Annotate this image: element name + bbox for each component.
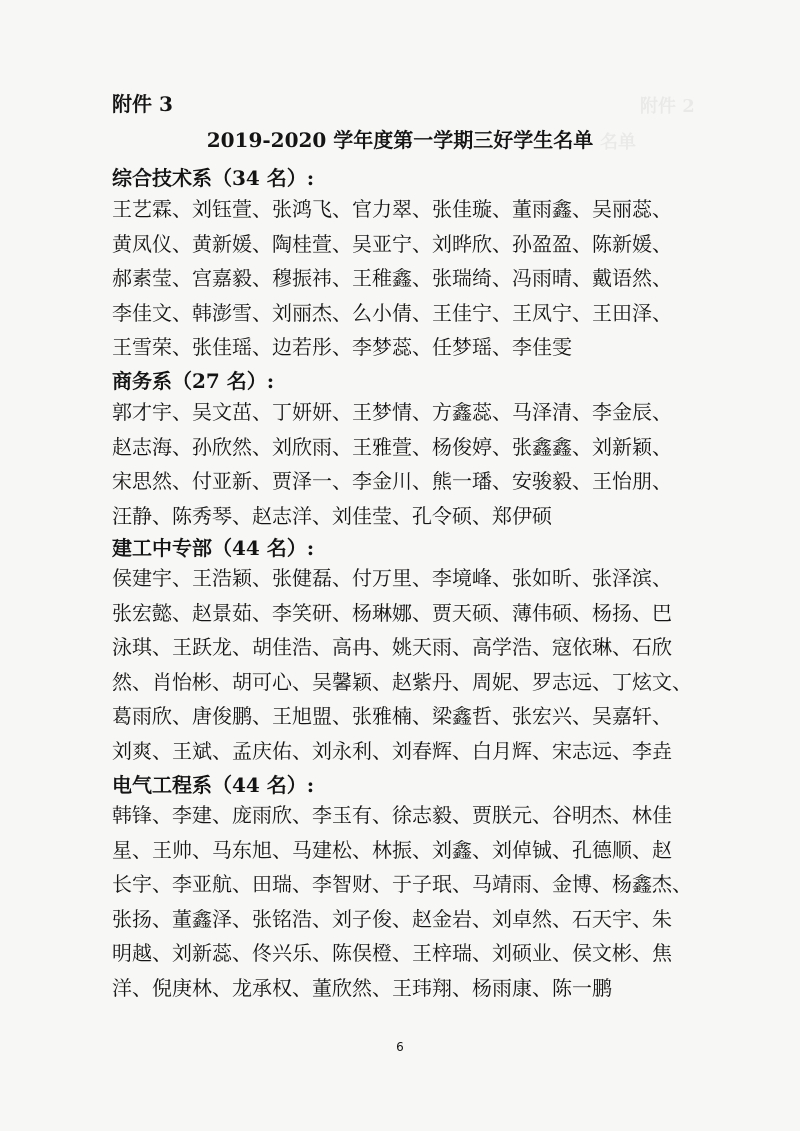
bleed-through-mark: 名单 — [600, 132, 636, 153]
name-line: 长宇、李亚航、田瑞、李智财、于子珉、马靖雨、金博、杨鑫杰、 — [112, 872, 692, 896]
name-line: 赵志海、孙欣然、刘欣雨、王雅萱、杨俊婷、张鑫鑫、刘新颖、 — [112, 434, 672, 459]
bleed-through-mark: 附件 2 — [640, 96, 695, 117]
section-heading-electrical: 电气工程系（44 名）: — [112, 773, 315, 797]
name-line: 刘爽、王斌、孟庆佑、刘永利、刘春辉、白月辉、宋志远、李垚 — [112, 738, 672, 763]
attachment-label: 附件 3 — [112, 92, 173, 116]
name-line: 张宏懿、赵景茹、李笑研、杨琳娜、贾天硕、薄伟硕、杨扬、巴 — [112, 600, 672, 625]
document-title: 2019-2020 学年度第一学期三好学生名单 — [206, 128, 594, 152]
name-line: 宋思然、付亚新、贾泽一、李金川、熊一璠、安骏毅、王怡朋、 — [112, 469, 672, 493]
name-line: 明越、刘新蕊、佟兴乐、陈俣橙、王梓瑞、刘硕业、侯文彬、焦 — [112, 941, 672, 965]
page-number: 6 — [396, 1040, 404, 1054]
name-line: 葛雨欣、唐俊鹏、王旭盟、张雅楠、梁鑫哲、张宏兴、吴嘉轩、 — [112, 704, 672, 728]
name-list-comprehensive-tech — [112, 192, 712, 365]
name-line: 王艺霖、刘钰萱、张鸿飞、官力翠、张佳璇、董雨鑫、吴丽蕊、 — [112, 197, 672, 221]
name-line: 郭才宇、吴文茁、丁妍妍、王梦情、方鑫蕊、马泽清、李金辰、 — [112, 400, 672, 424]
name-line: 王雪荣、张佳瑶、边若彤、李梦蕊、任梦瑶、李佳雯 — [112, 335, 572, 359]
name-line: 洋、倪庚林、龙承权、董欣然、王玮翔、杨雨康、陈一鹏 — [112, 975, 612, 1000]
name-line: 然、肖怡彬、胡可心、吴馨颖、赵紫丹、周妮、罗志远、丁炫文、 — [112, 669, 692, 694]
name-list-business — [112, 395, 712, 533]
name-line: 李佳文、韩澎雪、刘丽杰、么小倩、王佳宁、王凤宁、王田泽、 — [112, 300, 672, 325]
section-heading-business: 商务系（27 名）: — [112, 369, 275, 393]
name-line: 黄凤仪、黄新媛、陶桂萱、吴亚宁、刘晔欣、孙盈盈、陈新媛、 — [112, 231, 672, 256]
name-list-electrical — [112, 798, 712, 1005]
name-line: 汪静、陈秀琴、赵志洋、刘佳莹、孔令硕、郑伊硕 — [112, 503, 552, 528]
name-line: 泳琪、王跃龙、胡佳浩、高冉、姚天雨、高学浩、寇依琳、石欣 — [112, 635, 672, 659]
name-line: 韩锋、李建、庞雨欣、李玉有、徐志毅、贾朕元、谷明杰、林佳 — [112, 803, 672, 827]
section-heading-comprehensive-tech: 综合技术系（34 名）: — [112, 166, 315, 190]
name-line: 郝素莹、宫嘉毅、穆振祎、王稚鑫、张瑞绮、冯雨晴、戴语然、 — [112, 266, 672, 290]
name-line: 侯建宇、王浩颖、张健磊、付万里、李境峰、张如昕、张泽滨、 — [112, 566, 672, 590]
name-list-construction — [112, 561, 712, 768]
name-line: 张扬、董鑫泽、张铭浩、刘子俊、赵金岩、刘卓然、石天宇、朱 — [112, 906, 672, 931]
name-line: 星、王帅、马东旭、马建松、林振、刘鑫、刘倬铖、孔德顺、赵 — [112, 837, 672, 862]
section-heading-construction: 建工中专部（44 名）: — [112, 536, 315, 560]
